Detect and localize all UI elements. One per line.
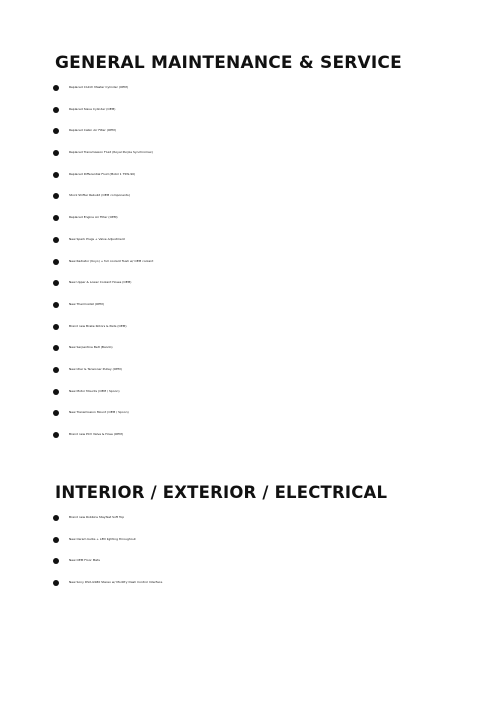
list-item bbox=[0, 572, 480, 594]
bullet-icon bbox=[53, 302, 59, 308]
list-item-text: New Osram bulbs + LED lighting throughout bbox=[69, 536, 136, 541]
list-item bbox=[0, 120, 480, 142]
list-item bbox=[0, 337, 480, 359]
bullet-icon bbox=[53, 259, 59, 265]
section-heading: INTERIOR / EXTERIOR / ELECTRICAL bbox=[55, 483, 388, 502]
list-item bbox=[0, 529, 480, 551]
list-item-text: Replaced Clutch Master Cylinder (OEM) bbox=[69, 85, 128, 89]
bullet-icon bbox=[53, 128, 59, 134]
bullet-icon bbox=[53, 150, 59, 156]
list-item-text: Replaced Cabin Air Filter (OEM) bbox=[69, 128, 116, 133]
bullet-icon bbox=[53, 324, 59, 330]
list-item bbox=[0, 550, 480, 572]
list-item-text: Replaced Transmission Fluid (Royal Purple Synchromax) bbox=[69, 150, 153, 155]
list-item bbox=[0, 424, 480, 446]
list-item-text: New Transmission Mount (OEM / Spoon) bbox=[69, 410, 129, 415]
list-item bbox=[0, 185, 480, 207]
list-item bbox=[0, 99, 480, 121]
list-item bbox=[0, 251, 480, 273]
list-item-text: Replaced Differential Fluid (Mobil 1 75W-90) bbox=[69, 171, 136, 176]
list-item-text: New Serpentine Belt (Bando) bbox=[69, 345, 113, 350]
section-heading: GENERAL MAINTENANCE & SERVICE bbox=[55, 53, 402, 73]
list-item-text: New Spark Plugs + Valve Adjustment bbox=[69, 236, 125, 241]
list-item bbox=[0, 507, 480, 529]
bullet-icon bbox=[53, 237, 59, 243]
list-item-text: New Sony DSX-GS80 Stereo w/ Modifry Dash Control Interface bbox=[69, 580, 163, 585]
bullet-icon bbox=[53, 193, 59, 199]
bullet-icon bbox=[53, 515, 59, 521]
list-item bbox=[0, 294, 480, 316]
list-item-text: Brand new Robbins Stayfast Soft Top bbox=[69, 515, 125, 519]
list-item bbox=[0, 272, 480, 294]
list-item bbox=[0, 164, 480, 186]
bullet-icon bbox=[53, 410, 59, 416]
bullet-icon bbox=[53, 107, 59, 113]
bullet-icon bbox=[53, 345, 59, 351]
list-item bbox=[0, 316, 480, 338]
list-item bbox=[0, 77, 480, 99]
bullet-icon bbox=[53, 280, 59, 286]
bullet-icon bbox=[53, 367, 59, 373]
bullet-icon bbox=[53, 172, 59, 178]
maintenance-list bbox=[0, 77, 480, 446]
list-item-text: New Idler & Tensioner Pulley (OEM) bbox=[69, 366, 122, 371]
interior-list bbox=[0, 507, 480, 594]
interior-exterior-section bbox=[0, 481, 480, 594]
list-item bbox=[0, 207, 480, 229]
bullet-icon bbox=[53, 215, 59, 221]
list-item bbox=[0, 381, 480, 403]
bullet-icon bbox=[53, 537, 59, 543]
bullet-icon bbox=[53, 558, 59, 564]
list-item-text: New Thermostat (OEM) bbox=[69, 301, 104, 306]
bullet-icon bbox=[53, 432, 59, 438]
bullet-icon bbox=[53, 85, 59, 91]
list-item-text: Replaced Engine Air Filter (OEM) bbox=[69, 215, 118, 220]
list-item bbox=[0, 229, 480, 251]
list-item-text: New Upper & Lower Coolant Hoses (OEM) bbox=[69, 280, 132, 285]
bullet-icon bbox=[53, 580, 59, 586]
list-item bbox=[0, 359, 480, 381]
list-item bbox=[0, 142, 480, 164]
general-maintenance-section bbox=[0, 51, 480, 446]
list-item-text: Brand new Brake Rotors & Pads (OEM) bbox=[69, 323, 127, 328]
list-item-text: Replaced Slave Cylinder (OEM) bbox=[69, 106, 116, 111]
bullet-icon bbox=[53, 389, 59, 395]
list-item-text: New Radiator (Koyo) + full coolant flush w/ OEM coolant bbox=[69, 258, 154, 263]
list-item-text: Stock Shifter Rebuild (OEM components) bbox=[69, 193, 130, 198]
list-item-text: New OEM Floor Mats bbox=[69, 558, 100, 563]
list-item-text: New Motor Mounts (OEM / Spoon) bbox=[69, 388, 120, 393]
list-item bbox=[0, 402, 480, 424]
list-item-text: Brand new PCV Valve & Hose (OEM) bbox=[69, 432, 123, 436]
